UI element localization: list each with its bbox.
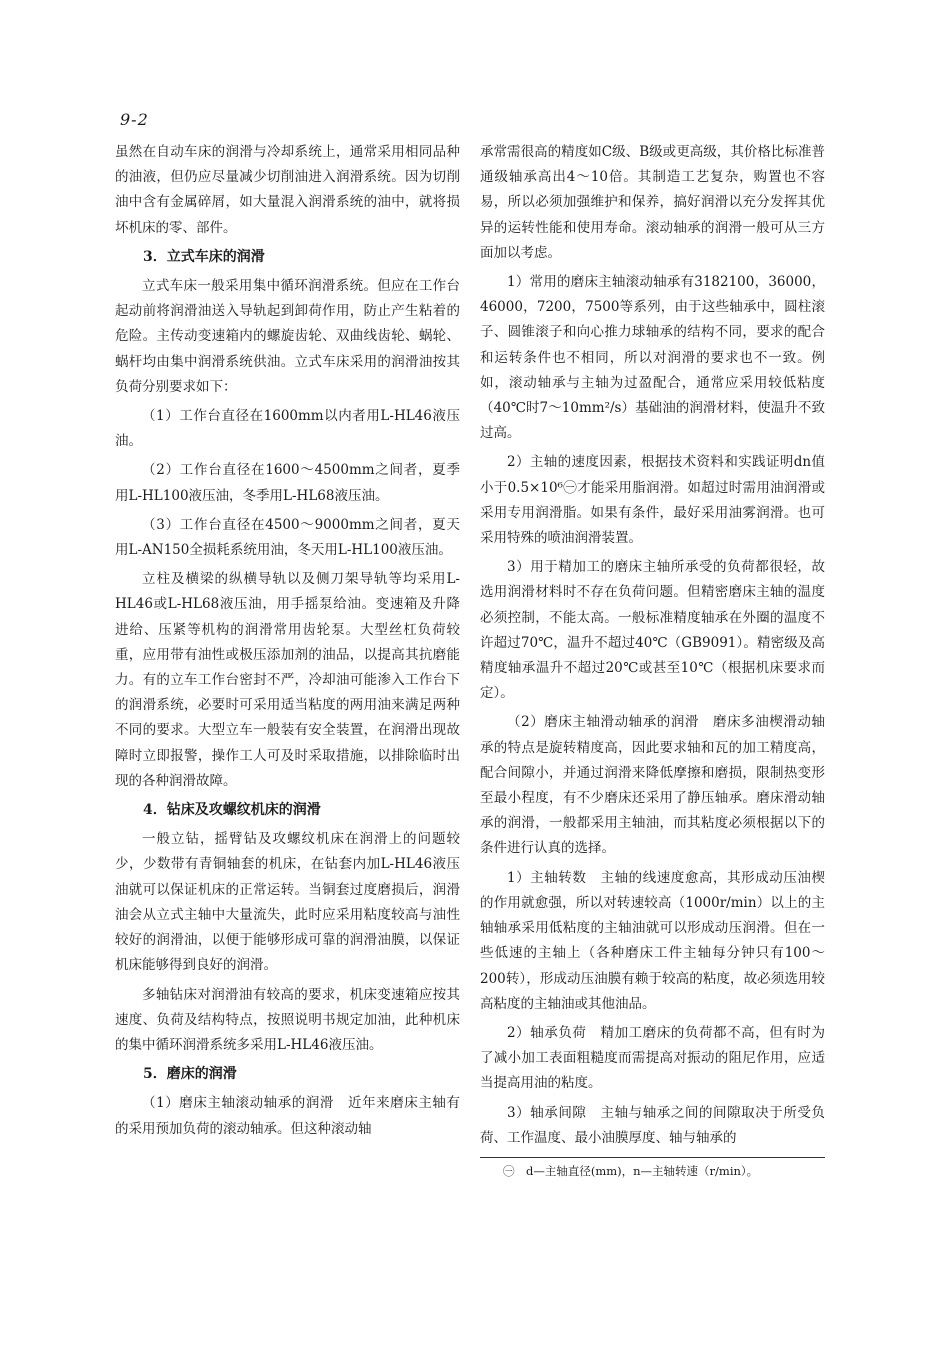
paragraph: 1）主轴转数 主轴的线速度愈高，其形成动压油楔的作用就愈强，所以对转速较高（1000r/min）以上的主轴轴承采用低粘度的主轴油就可以形成动压润滑。但在一些低速的主轴上（各种磨床工件主轴每分钟只有100～200转），形成动压油膜有赖于较高的粘度，故必须选用较高粘度的主轴油或其他油品。 [480, 869, 825, 1012]
paragraph: 3）轴承间隙 主轴与轴承之间的间隙取决于所受负荷、工作温度、最小油膜厚度、轴与轴承的 [480, 1104, 825, 1146]
footnote-divider [480, 1157, 825, 1158]
paragraph: （3）工作台直径在4500～9000mm之间者，夏天用L-AN150全损耗系统用油，冬天用L-HL100液压油。 [115, 516, 460, 559]
paragraph: （2）磨床主轴滑动轴承的润滑 磨床多油楔滑动轴承的特点是旋转精度高，因此要求轴和瓦的加工精度高，配合间隙小，并通过润滑来降低摩擦和磨损，限制热变形至最小程度，有不少磨床还采用了静压轴承。磨床滑动轴承的润滑，一般都采用主轴油，而其粘度必须根据以下的条件进行认真的选择。 [480, 714, 825, 857]
paragraph: 2）轴承负荷 精加工磨床的负荷都不高，但有时为了减小加工表面粗糙度而需提高对振动的阻尼作用，应适当提高用油的粘度。 [480, 1024, 825, 1092]
paragraph: 承常需很高的精度如C级、B级或更高级，其价格比标准普通级轴承高出4～10倍。其制造工艺复杂，购置也不容易，所以必须加强维护和保养，搞好润滑以充分发挥其优异的运转性能和使用寿命。滚动轴承的润滑一般可从三方面加以考虑。 [480, 144, 825, 261]
footnote: ㊀ d—主轴直径(mm)，n—主轴转速（r/min）。 [503, 1163, 759, 1178]
paragraph: 虽然在自动车床的润滑与冷却系统上，通常采用相同品种的油液，但仍应尽量减少切削油进入润滑系统。因为切削油中含有金属碎屑，如大量混入润滑系统的油中，就将损坏机床的零、部件。 [115, 144, 460, 236]
section-heading: 3．立式车床的润滑 [143, 248, 265, 265]
page-number: 9-2 [120, 110, 149, 129]
paragraph: 立式车床一般采用集中循环润滑系统。但应在工作台起动前将润滑油送入导轨起到卸荷作用，防止产生粘着的危险。主传动变速箱内的螺旋齿轮、双曲线齿轮、蜗轮、蜗杆均由集中润滑系统供油。立式车床采用的润滑油按其负荷分别要求如下： [115, 278, 460, 395]
paragraph: （2）工作台直径在1600～4500mm之间者，夏季用L-HL100液压油，冬季用L-HL68液压油。 [115, 462, 460, 504]
paragraph: （1）工作台直径在1600mm以内者用L-HL46液压油。 [115, 408, 460, 450]
paragraph: （1）磨床主轴滚动轴承的润滑 近年来磨床主轴有的采用预加负荷的滚动轴承。但这种滚动轴 [115, 1095, 460, 1137]
paragraph: 立柱及横梁的纵横导轨以及侧刀架导轨等均采用L-HL46或L-HL68液压油，用手摇泵给油。变速箱及升降进给、压紧等机构的润滑常用齿轮泵。大型丝杠负荷较重，应用带有油性或极压添加剂的油品，以提高其抗磨能力。有的立车工作台密封不严，冷却油可能渗入工作台下的润滑系统，必要时可采用适当粘度的两用油来满足两种不同的要求。大型立车一般装有安全装置，在润滑出现故障时立即报警，操作工人可及时采取措施，以排除临时出现的各种润滑故障。 [115, 571, 460, 789]
paragraph: 2）主轴的速度因素，根据技术资料和实践证明dn值小于0.5×10⁶㊀才能采用脂润滑。如超过时需用油润滑或采用专用润滑脂。如果有条件，最好采用油雾润滑。也可采用特殊的喷油润滑装置。 [480, 454, 825, 547]
section-heading: 4．钻床及攻螺纹机床的润滑 [143, 802, 321, 819]
paragraph: 1）常用的磨床主轴滚动轴承有3182100，36000，46000，7200，7500等系列，由于这些轴承中，圆柱滚子、圆锥滚子和向心推力球轴承的结构不同，要求的配合和运转条件也不相同，所以对润滑的要求也不一致。例如，滚动轴承与主轴为过盈配合，通常应采用较低粘度（40℃时7～10mm²/s）基础油的润滑材料，使温升不致过高。 [480, 274, 825, 442]
left-column [115, 140, 460, 1146]
paragraph: 多轴钻床对润滑油有较高的要求，机床变速箱应按其速度、负荷及结构特点，按照说明书规定加油，此种机床的集中循环润滑系统多采用L-HL46液压油。 [115, 986, 460, 1053]
paragraph: 一般立钻，摇臂钻及攻螺纹机床在润滑上的问题较少，少数带有青铜轴套的机床，在钻套内加L-HL46液压油就可以保证机床的正常运转。当铜套过度磨损后，润滑油会从立式主轴中大量流失，此时应采用粘度较高与油性较好的润滑油，以便于能够形成可靠的润滑油膜，以保证机床能够得到良好的润滑。 [115, 831, 460, 974]
right-column [480, 140, 825, 1180]
section-heading: 5．磨床的润滑 [143, 1066, 237, 1083]
paragraph: 3）用于精加工的磨床主轴所承受的负荷都很轻，故选用润滑材料时不存在负荷问题。但精密磨床主轴的温度必须控制，不能太高。一般标准精度轴承在外圈的温度不许超过70℃，温升不超过40℃（GB9091）。精密级及高精度轴承温升不超过20℃或甚至10℃（根据机床要求而定）。 [480, 559, 825, 702]
